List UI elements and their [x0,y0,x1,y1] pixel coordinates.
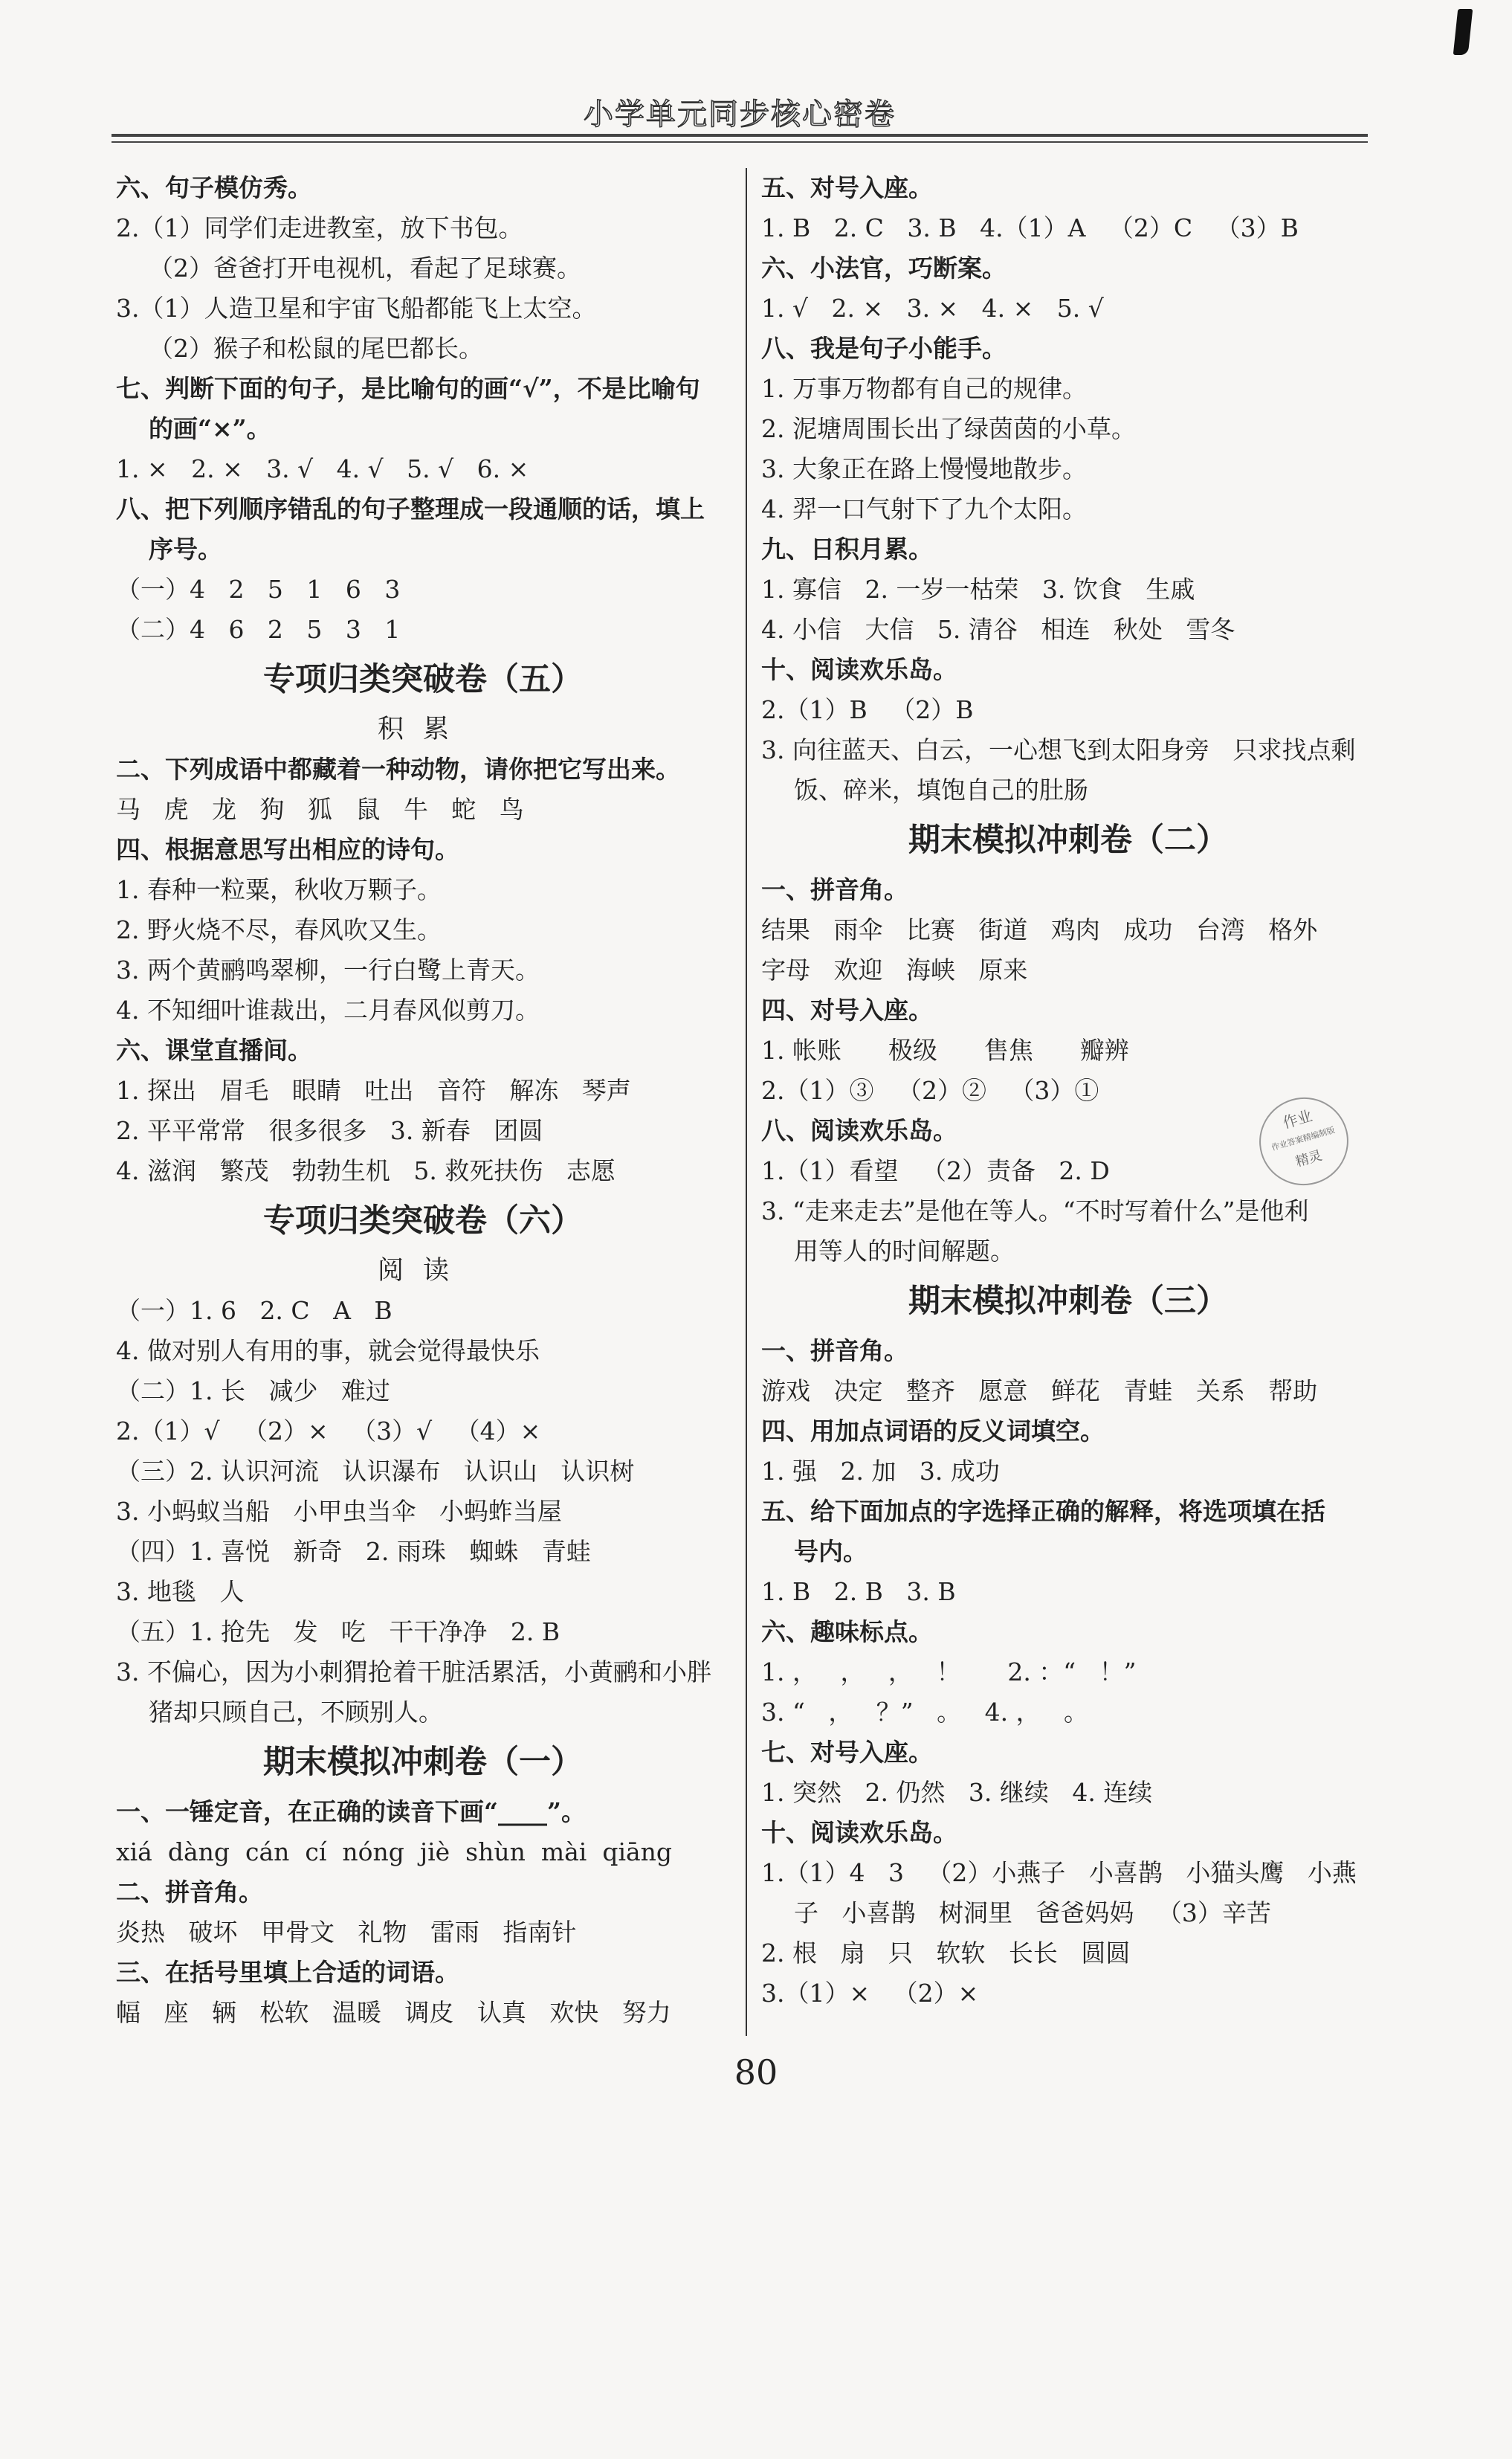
answer-line: 马 虎 龙 狗 狐 鼠 牛 蛇 鸟 [116,795,524,824]
header-rule [112,134,1368,137]
section-subtitle: 阅读 [377,1256,468,1286]
answer-line: 1. 万事万物都有自己的规律。 [761,374,1087,403]
left-column [116,168,730,2033]
column-divider [746,168,747,2036]
answer-line: 3. “走来走去”是他在等人。“不时写着什么”是他利 [761,1196,1309,1225]
question-heading: 一、拼音角。 [761,1336,908,1365]
answer-line: 3. 地毯 人 [116,1577,245,1606]
question-heading: 序号。 [149,535,222,564]
answer-line: 结果 雨伞 比赛 街道 鸡肉 成功 台湾 格外 [761,915,1318,944]
answer-line: 4. 小信 大信 5. 清谷 相连 秋处 雪冬 [761,615,1235,644]
question-heading: 一、拼音角。 [761,875,908,904]
answer-line: 2.（1）③ （2）② （3）① [761,1076,1099,1105]
answer-line: 3. 不偏心，因为小刺猬抢着干脏活累活，小黄鹂和小胖 [116,1657,711,1686]
answer-line: （五）1. 抢先 发 吃 干干净净 2. B [116,1617,560,1646]
answer-line: 炎热 破坏 甲骨文 礼物 雷雨 指南针 [116,1918,577,1947]
answer-line: 字母 欢迎 海峡 原来 [761,955,1028,984]
answer-line: 3.（1）× （2）× [761,1979,979,2008]
section-title: 期末模拟冲刺卷（二） [908,822,1228,859]
answer-line: 1. × 2. × 3. √ 4. √ 5. √ 6. × [116,454,529,483]
answer-line: 3. 向往蓝天、白云，一心想飞到太阳身旁 只求找点剩 [761,735,1356,764]
question-heading: 六、句子模仿秀。 [116,173,312,202]
question-heading: 八、阅读欢乐岛。 [761,1116,957,1145]
page-header [112,82,1368,150]
answer-line: 3.（1）人造卫星和宇宙飞船都能飞上太空。 [116,294,597,323]
answer-line: （二）4 6 2 5 3 1 [116,615,401,644]
answer-line: 1. 春种一粒粟，秋收万颗子。 [116,875,442,904]
answer-line: 2. 泥塘周围长出了绿茵茵的小草。 [761,414,1136,443]
answer-line: 3. 两个黄鹂鸣翠柳，一行白鹭上青天。 [116,955,540,984]
answer-line: 1. ， ， ， ！ 2. ：“ ！” [761,1657,1137,1686]
answer-line: （二）1. 长 减少 难过 [116,1376,390,1405]
question-heading: 一、一锤定音，在正确的读音下画“____”。 [116,1797,586,1826]
stamp-line-1: 作业 [1280,1106,1314,1132]
question-heading: 八、把下列顺序错乱的句子整理成一段通顺的话，填上 [116,494,705,523]
answer-line: 1. 帐账 极级 售焦 瓣辨 [761,1036,1129,1065]
answer-line: 饭、碎米，填饱自己的肚肠 [794,776,1088,805]
answer-line: （2）爸爸打开电视机，看起了足球赛。 [149,254,581,283]
question-heading: 三、在括号里填上合适的词语。 [116,1958,459,1987]
answer-line: 1. 寡信 2. 一岁一枯荣 3. 饮食 生戚 [761,575,1195,604]
answer-line: （一）4 2 5 1 6 3 [116,575,401,604]
question-heading: 七、判断下面的句子，是比喻句的画“√”，不是比喻句 [116,374,700,403]
answer-line: 2.（1）同学们走进教室，放下书包。 [116,213,523,242]
answer-line: xiá dàng cán cí nóng jiè shùn mài qiāng [116,1837,673,1866]
answer-line: 4. 不知细叶谁裁出，二月春风似剪刀。 [116,996,540,1025]
stamp-line-3: 精灵 [1293,1147,1324,1170]
question-heading: 六、趣味标点。 [761,1617,933,1646]
answer-line: （三）2. 认识河流 认识瀑布 认识山 认识树 [116,1457,635,1486]
stamp-line-2: 作业答案精编制版 [1270,1125,1337,1153]
answer-line: 2.（1）√ （2）× （3）√ （4）× [116,1417,541,1446]
answer-line: 4. 做对别人有用的事，就会觉得最快乐 [116,1336,540,1365]
question-heading: 四、根据意思写出相应的诗句。 [116,835,459,864]
answer-line: 1. 探出 眉毛 眼睛 吐出 音符 解冻 琴声 [116,1076,631,1105]
question-heading: 六、小法官，巧断案。 [761,254,1007,283]
question-heading: 号内。 [794,1537,868,1566]
answer-line: 1. B 2. C 3. B 4.（1）A （2）C （3）B [761,213,1299,242]
answer-line: 3. 小蚂蚁当船 小甲虫当伞 小蚂蚱当屋 [116,1497,562,1526]
answer-line: 2. 平平常常 很多很多 3. 新春 团圆 [116,1116,543,1145]
question-heading: 二、拼音角。 [116,1878,263,1907]
answer-line: 游戏 决定 整齐 愿意 鲜花 青蛙 关系 帮助 [761,1376,1318,1405]
answer-line: 幅 座 辆 松软 温暖 调皮 认真 欢快 努力 [116,1998,671,2027]
section-title: 期末模拟冲刺卷（一） [263,1744,583,1781]
answer-line: 2. 野火烧不尽，春风吹又生。 [116,915,442,944]
question-heading: 五、给下面加点的字选择正确的解释，将选项填在括 [761,1497,1325,1526]
question-heading: 十、阅读欢乐岛。 [761,1818,957,1847]
page-number: 80 [734,2052,778,2092]
answer-line: 1. B 2. B 3. B [761,1577,956,1606]
answer-line: 4. 滋润 繁茂 勃勃生机 5. 救死扶伤 志愿 [116,1156,616,1185]
answer-line: 1. 强 2. 加 3. 成功 [761,1457,1000,1486]
right-column [761,168,1375,2014]
answer-line: （2）猴子和松鼠的尾巴都长。 [149,334,483,363]
question-heading: 的画“×”。 [149,414,271,443]
answer-line: 1. √ 2. × 3. × 4. × 5. √ [761,294,1104,323]
answer-line: 4. 羿一口气射下了九个太阳。 [761,494,1087,523]
answer-line: 2.（1）B （2）B [761,695,974,724]
answer-line: 2. 根 扇 只 软软 长长 圆圆 [761,1938,1131,1967]
question-heading: 七、对号入座。 [761,1738,933,1767]
question-heading: 四、用加点词语的反义词填空。 [761,1417,1105,1446]
answer-line: （四）1. 喜悦 新奇 2. 雨珠 蜘蛛 青蛙 [116,1537,591,1566]
question-heading: 十、阅读欢乐岛。 [761,655,957,684]
section-title: 专项归类突破卷（五） [263,661,583,698]
answer-line: （一）1. 6 2. C A B [116,1296,392,1325]
answer-line: 3. 大象正在路上慢慢地散步。 [761,454,1087,483]
section-subtitle: 积累 [377,715,468,744]
question-heading: 六、课堂直播间。 [116,1036,312,1065]
answer-line: 猪却只顾自己，不顾别人。 [149,1698,443,1727]
answer-line: 3. “ ， ？” 。 4. ， 。 [761,1698,1089,1727]
question-heading: 五、对号入座。 [761,173,933,202]
answer-line: 子 小喜鹊 树洞里 爸爸妈妈 （3）辛苦 [794,1898,1271,1927]
corner-mark [1453,9,1473,55]
section-title: 专项归类突破卷（六） [263,1202,583,1240]
answer-line: 1.（1）4 3 （2）小燕子 小喜鹊 小猫头鹰 小燕 [761,1858,1357,1887]
header-title: 小学单元同步核心密卷 [584,97,896,132]
section-title: 期末模拟冲刺卷（三） [908,1283,1228,1320]
question-heading: 九、日积月累。 [761,535,933,564]
question-heading: 四、对号入座。 [761,996,933,1025]
answer-line: 1. 突然 2. 仍然 3. 继续 4. 连续 [761,1778,1153,1807]
answer-line: 用等人的时间解题。 [794,1237,1015,1266]
question-heading: 八、我是句子小能手。 [761,334,1007,363]
question-heading: 二、下列成语中都藏着一种动物，请你把它写出来。 [116,755,680,784]
header-rule-thin [112,141,1368,143]
answer-line: 1.（1）看望 （2）责备 2. D [761,1156,1110,1185]
